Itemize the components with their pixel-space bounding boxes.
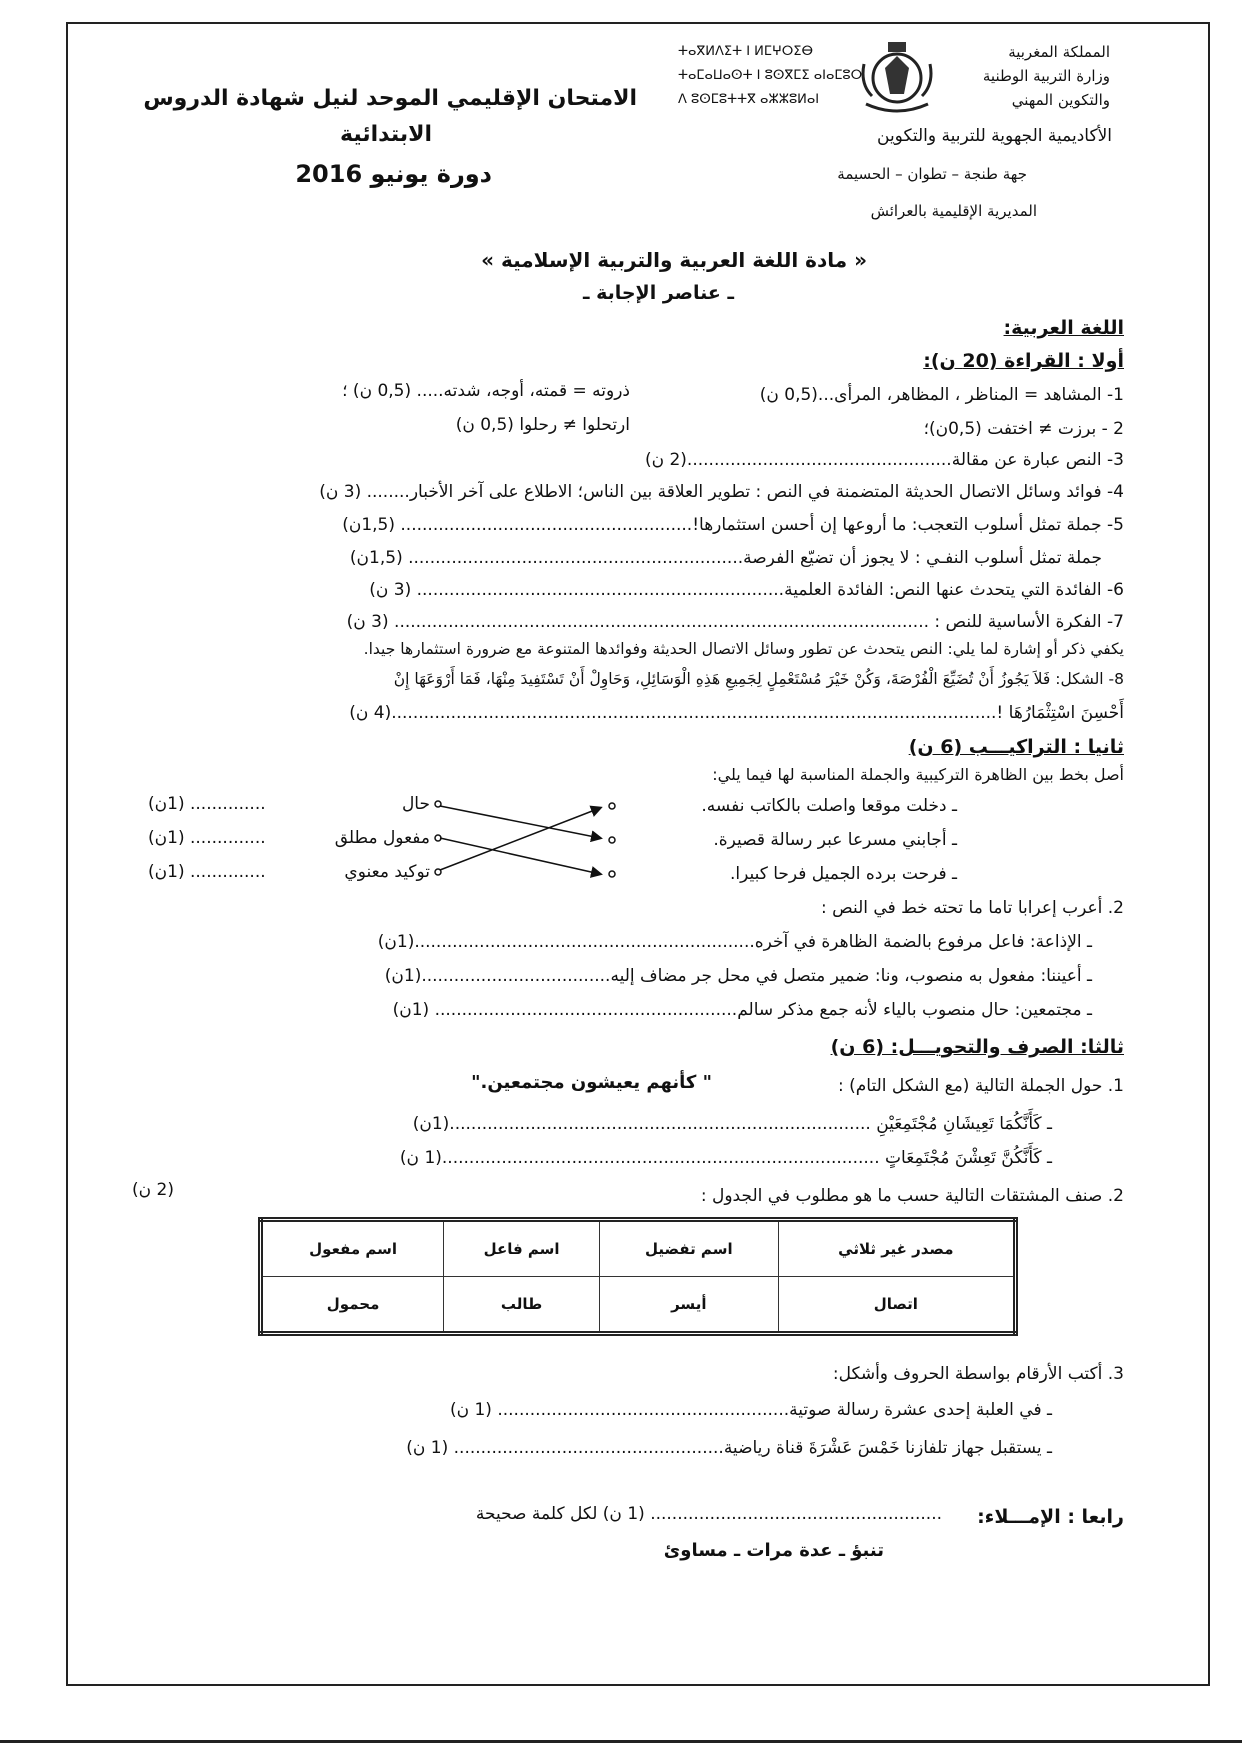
- phenomenon-2: مفعول مطلق: [334, 828, 430, 848]
- reading-q8-line-2: أَحْسِنَ اسْتِثْمَارُهَا !................................................................................................................(4 ن): [349, 703, 1124, 723]
- reading-q8-line-1: 8- الشكل: فَلاَ يَجُوزُ أَنْ تُضَيِّعَ الْفُرْصَةَ، وَكُنْ خَيْرَ مُسْتَعْمِلٍ لِجَمِيعِ هَذِهِ الْوَسَائِلِ، وَحَاوِلْ أَنْ تَسْتَفِيدَ مِنْهَا، فَمَا أَرْوَعَهَا إِنْ: [393, 670, 1124, 688]
- phenomenon-3-points: .............. (1ن): [148, 862, 266, 882]
- table-header: اسم تفضيل: [599, 1220, 778, 1277]
- reading-q4: 4- فوائد وسائل الاتصال الحديثة المتضمنة في النص : تطوير العلاقة بين الناس؛ الاطلاع على آخر الأخبار........ (3 ن): [319, 482, 1124, 502]
- answer-key-title: ـ عناصر الإجابة ـ: [582, 282, 734, 304]
- morphology-q1-sentence: " كأنهم يعيشون مجتمعين.": [471, 1072, 712, 1093]
- morphology-q1-answer-2: ـ كَأَنَّكُنَّ تَعِشْنَ مُجْتَمِعَاتٍ .................................................................................(1 ن): [399, 1148, 1052, 1168]
- morphology-q2-instruction: 2. صنف المشتقات التالية حسب ما هو مطلوب في الجدول :: [700, 1186, 1124, 1206]
- reading-q5a: 5- جملة تمثل أسلوب التعجب: ما أروعها إن أحسن استثمارها!...................................................... (1,5ن): [342, 515, 1124, 535]
- morphology-q2-points: (2 ن): [132, 1180, 174, 1200]
- morphology-q1-answer-1: ـ كَأَنَّكُمَا تَعِيشَانِ مُجْتَمِعَيْنِ ..............................................................................(1ن): [412, 1114, 1052, 1134]
- table-row: [261, 1277, 1016, 1334]
- morphology-q3-item-1: ـ في العلبة إحدى عشرة رسالة صوتية...................................................... (1 ن): [449, 1400, 1052, 1420]
- phenomenon-2-points: .............. (1ن): [148, 828, 266, 848]
- reading-q3: 3- النص عبارة عن مقالة.................................................(2 ن): [644, 450, 1124, 470]
- structures-q2-instruction: 2. أعرب إعرابا تاما ما تحته خط في النص :: [821, 898, 1124, 918]
- table-header: اسم فاعل: [444, 1220, 600, 1277]
- sentence-3: ـ فرحت برده الجميل فرحا كبيرا.: [729, 864, 957, 884]
- table-header: مصدر غير ثلاثي: [778, 1220, 1015, 1277]
- sentence-2: ـ أجابني مسرعا عبر رسالة قصيرة.: [713, 830, 957, 850]
- sentence-1: ـ دخلت موقعا واصلت بالكاتب نفسه.: [701, 796, 957, 816]
- exam-session: دورة يونيو 2016: [295, 160, 492, 188]
- table-header: اسم مفعول: [261, 1220, 444, 1277]
- reading-q2b: ارتحلوا ≠ رحلوا (0,5 ن): [455, 415, 630, 435]
- structures-q2-item-2: ـ أعيننا: مفعول به منصوب، ونا: ضمير متصل في محل جر مضاف إليه...................................(1ن): [384, 966, 1092, 986]
- table-header-row: [261, 1220, 1016, 1277]
- structures-q2-item-3: ـ مجتمعين: حال منصوب بالياء لأنه جمع مذكر سالم........................................................ (1ن): [392, 1000, 1092, 1020]
- structures-q2-item-1: ـ الإذاعة: فاعل مرفوع بالضمة الظاهرة في آخره...............................................................(1ن): [377, 932, 1092, 952]
- phenomenon-1: حال: [401, 794, 430, 814]
- reading-q6: 6- الفائدة التي يتحدث عنها النص: الفائدة العلمية.................................................................... (3 ن): [369, 580, 1124, 600]
- directorate-name: المديرية الإقليمية بالعرائش: [870, 202, 1037, 220]
- reading-q1b: ذروته = قمته، أوجه، شدته..... (0,5 ن) ؛: [342, 381, 630, 401]
- dictation-words: تنبؤ ـ عدة مرات ـ مساوئ: [663, 1540, 884, 1561]
- reading-q7-note: يكفي ذكر أو إشارة لما يلي: النص يتحدث عن تطور وسائل الاتصال الحديثة وفوائدها المتنوعة مع ضرورة استثمارها جيدا.: [363, 640, 1124, 658]
- phenomenon-1-points: .............. (1ن): [148, 794, 266, 814]
- dictation-line: ...................................................... (1 ن) لكل كلمة صحيحة: [475, 1504, 942, 1524]
- reading-q1: 1- المشاهد = المناظر ، المظاهر، المرأى...(0,5 ن): [759, 385, 1124, 405]
- page-bottom-rule: [0, 1740, 1242, 1743]
- reading-q2: 2 - برزت ≠ اختفت (0,5ن)؛: [923, 419, 1124, 439]
- reading-q7: 7- الفكرة الأساسية للنص : ................................................................................................... (3 ن): [346, 612, 1124, 632]
- table-cell: اتصال: [778, 1277, 1015, 1334]
- phenomenon-3: توكيد معنوي: [344, 862, 430, 882]
- morphology-q1-instruction: 1. حول الجملة التالية (مع الشكل التام) :: [838, 1076, 1124, 1096]
- structures-heading: ثانيا : التراكيـــب (6 ن): [908, 736, 1124, 758]
- ministry-line-1: المملكة المغربية: [1008, 43, 1110, 61]
- region-name: جهة طنجة – تطوان – الحسيمة: [837, 165, 1027, 183]
- derivatives-table: [258, 1217, 1018, 1336]
- table-cell: طالب: [444, 1277, 600, 1334]
- morphology-q3-instruction: 3. أكتب الأرقام بواسطة الحروف وأشكل:: [832, 1364, 1124, 1384]
- academy-name: الأكاديمية الجهوية للتربية والتكوين: [877, 126, 1112, 146]
- structures-q1-instruction: أصل بخط بين الظاهرة التركيبية والجملة المناسبة لها فيما يلي:: [712, 765, 1124, 784]
- dictation-heading: رابعا : الإمـــلاء:: [977, 1506, 1124, 1528]
- table-cell: أيسر: [599, 1277, 778, 1334]
- reading-heading: أولا : القراءة (20 ن):: [923, 350, 1124, 372]
- morphology-heading: ثالثا: الصرف والتحويـــل: (6 ن): [830, 1036, 1124, 1058]
- table-cell: محمول: [261, 1277, 444, 1334]
- exam-title-line-2: الابتدائية: [340, 122, 432, 147]
- reading-q5b: جملة تمثل أسلوب النفـي : لا يجوز أن تضيّع الفرصة.............................................................. (1,5ن): [349, 548, 1102, 568]
- morphology-q3-item-2: ـ يستقبل جهاز تلفازنا خَمْسَ عَشْرَةَ قناة رياضية.................................................. (1 ن): [406, 1438, 1052, 1458]
- ministry-line-3: والتكوين المهني: [1011, 91, 1110, 109]
- section-arabic-language: اللغة العربية:: [1003, 317, 1124, 339]
- exam-title: الامتحان الإقليمي الموحد لنيل شهادة الدروس: [143, 86, 637, 111]
- ministry-line-2: وزارة التربية الوطنية: [982, 67, 1110, 85]
- subject-title: « مادة اللغة العربية والتربية الإسلامية »: [481, 248, 867, 272]
- ministry-tifinagh: ⵜⴰⴳⵍⴷⵉⵜ ⵏ ⵍⵎⵖⵔⵉⴱ ⵜⴰⵎⴰⵡⴰⵙⵜ ⵏ ⵓⵙⴳⵎⵉ ⴰⵏⴰⵎⵓⵔ ⴷ ⵓⵙⵎⵓⵜⵜⴳ ⴰⵣⵣⵓⵍⴰⵏ: [678, 44, 863, 107]
